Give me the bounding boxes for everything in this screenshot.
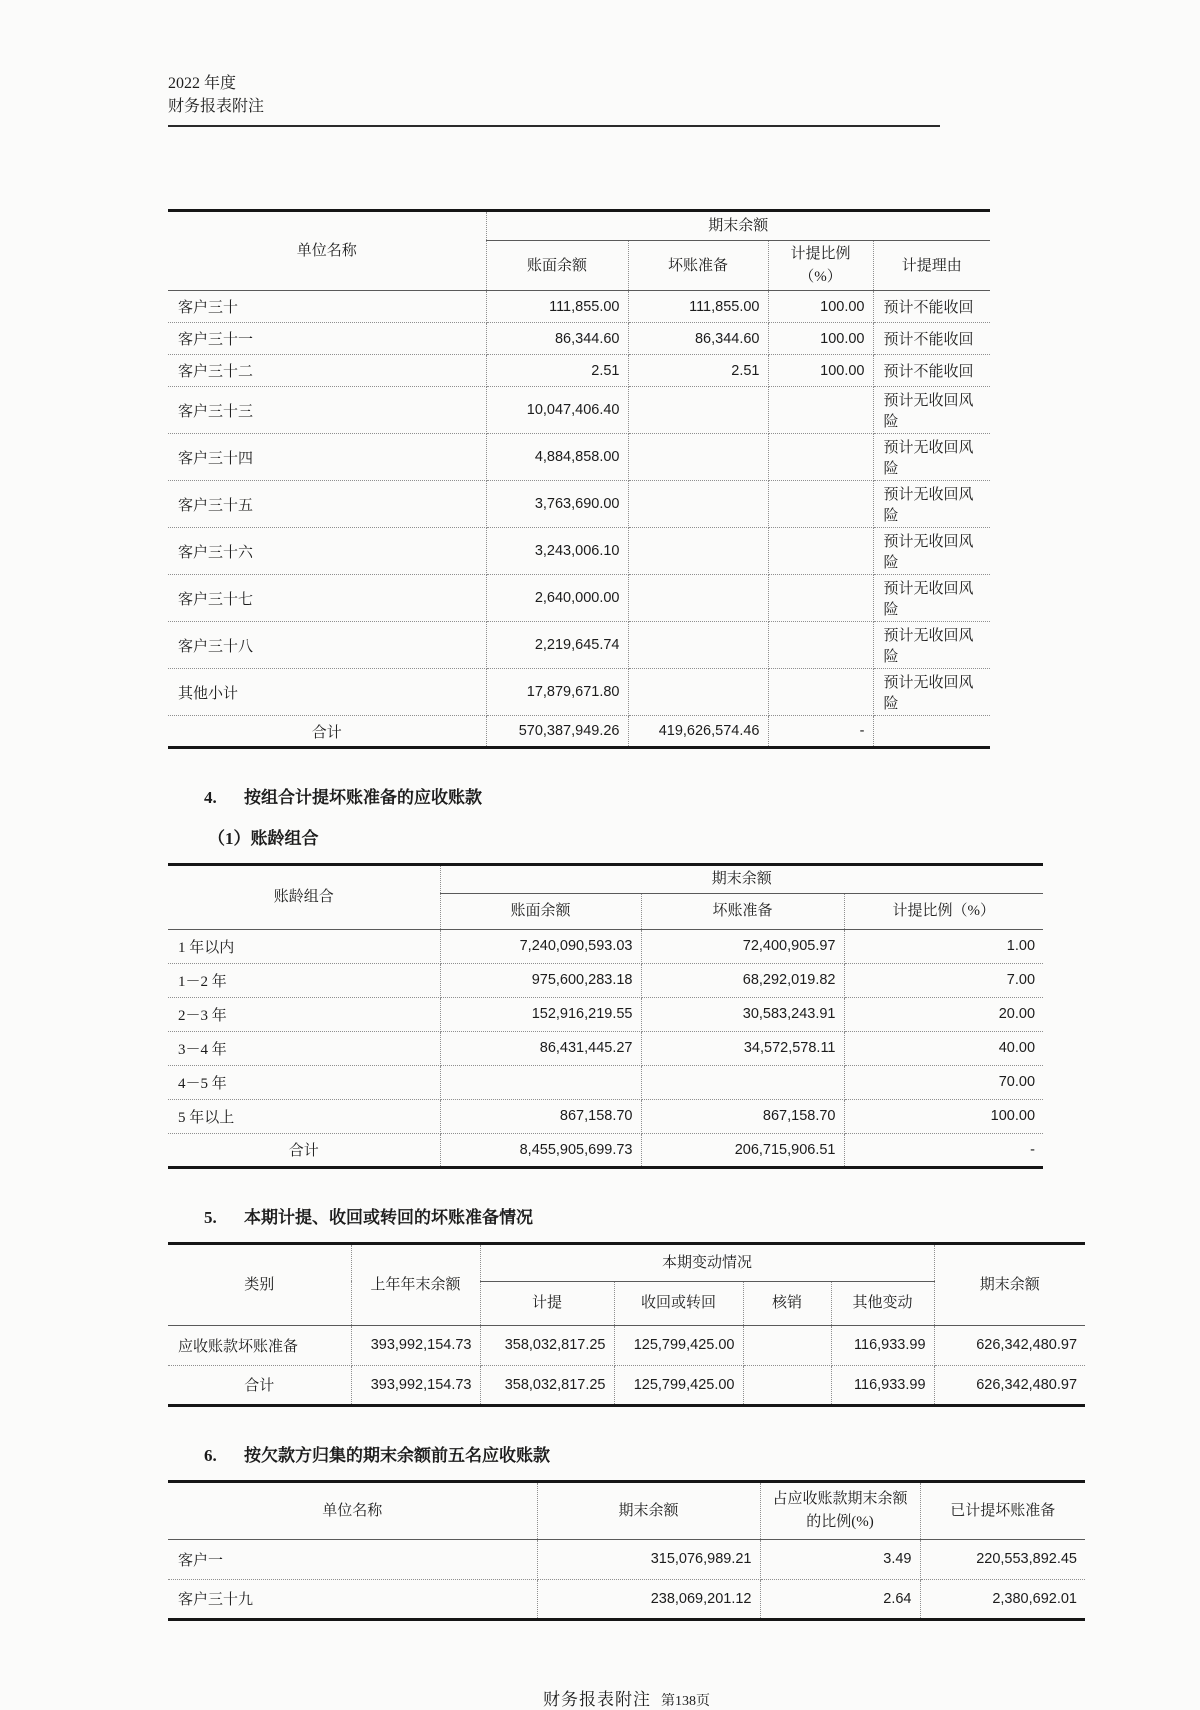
table-cell: 客户三十八 [168,622,486,669]
table-row [168,1539,1085,1579]
table-cell: 8,455,905,699.73 [440,1133,641,1167]
table-row [168,575,990,622]
top-five-receivables-table [168,1480,1085,1621]
table-cell [641,1065,844,1099]
table-cell [768,528,873,575]
table-cell: 70.00 [844,1065,1043,1099]
table-cell: 客户三十三 [168,387,486,434]
column-header-period-balance: 期末余额 [440,865,1043,894]
column-header-prior-year-balance: 上年年末余额 [351,1243,480,1325]
table-row [168,387,990,434]
table-cell: - [768,716,873,748]
table-cell: 34,572,578.11 [641,1031,844,1065]
column-header-book-balance: 账面余额 [486,241,628,291]
table-body [168,1325,1085,1405]
table-row [168,1325,1085,1365]
table-cell: 206,715,906.51 [641,1133,844,1167]
table-cell: 2.51 [486,355,628,387]
column-header-provision-made: 已计提坏账准备 [920,1481,1085,1539]
table-cell: 570,387,949.26 [486,716,628,748]
table-cell: 客户三十六 [168,528,486,575]
table-cell: 125,799,425.00 [614,1365,743,1405]
column-header-provision: 计提 [480,1281,614,1325]
column-header-recovered: 收回或转回 [614,1281,743,1325]
table-cell: 预计无收回风险 [873,481,990,528]
table-cell [628,575,768,622]
table-cell: 合计 [168,1365,351,1405]
table-cell: 125,799,425.00 [614,1325,743,1365]
table-header [168,1243,1085,1325]
column-header-bad-debt-provision: 坏账准备 [641,893,844,929]
table-cell: 5 年以上 [168,1099,440,1133]
column-header-ratio: 占应收账款期末余额的比例(%) [760,1481,920,1539]
column-header-book-balance: 账面余额 [440,893,641,929]
table-cell: 预计无收回风险 [873,434,990,481]
table-cell: 客户三十 [168,291,486,323]
table-row [168,997,1043,1031]
table-row [168,355,990,387]
table-body [168,291,990,748]
table-row [168,323,990,355]
table-row [168,716,990,748]
section-number: 5. [204,1207,217,1227]
column-header-provision-reason: 计提理由 [873,241,990,291]
table-cell: 116,933.99 [831,1365,934,1405]
table-cell: 应收账款坏账准备 [168,1325,351,1365]
table-cell: 358,032,817.25 [480,1325,614,1365]
table-header [168,211,990,291]
section-4-subheading: （1）账龄组合 [208,829,319,849]
table-cell [743,1365,831,1405]
table-cell [743,1325,831,1365]
table-cell: 1－2 年 [168,963,440,997]
column-header-period-balance: 期末余额 [537,1481,760,1539]
table-cell: 626,342,480.97 [934,1365,1085,1405]
table-cell: 116,933.99 [831,1325,934,1365]
table-cell: 867,158.70 [440,1099,641,1133]
table-cell: 客户三十七 [168,575,486,622]
section-number: 4. [204,788,217,808]
table-cell: 4,884,858.00 [486,434,628,481]
table-cell: 其他小计 [168,669,486,716]
section-title: 本期计提、收回或转回的坏账准备情况 [244,1207,533,1227]
table-cell: 626,342,480.97 [934,1325,1085,1365]
table-cell: 客户三十五 [168,481,486,528]
table-cell: 1.00 [844,929,1043,963]
table-cell: 2.51 [628,355,768,387]
table-cell: 100.00 [844,1099,1043,1133]
table-cell: 975,600,283.18 [440,963,641,997]
table-cell: 238,069,201.12 [537,1579,760,1619]
column-header-written-off: 核销 [743,1281,831,1325]
table-cell: 220,553,892.45 [920,1539,1085,1579]
column-header-current-changes: 本期变动情况 [480,1243,934,1281]
table-cell [628,669,768,716]
column-header-other-changes: 其他变动 [831,1281,934,1325]
table-cell [873,716,990,748]
table-cell: 预计不能收回 [873,291,990,323]
table-cell: 合计 [168,716,486,748]
page-footer [168,1685,1085,1710]
table-cell: 预计不能收回 [873,355,990,387]
table-row [168,1099,1043,1133]
column-header-provision-ratio: 计提比例（%） [844,893,1043,929]
table-header [168,1481,1085,1539]
page-header [168,72,1200,127]
section-4-heading [204,783,1200,808]
section-6-heading [204,1441,1200,1466]
footer-page-number: 第138页 [661,1693,710,1709]
section-title: 按组合计提坏账准备的应收账款 [244,788,482,808]
table-header [168,865,1043,930]
table-body [168,929,1043,1167]
table-cell: 2,640,000.00 [486,575,628,622]
section-title: 按欠款方归集的期末余额前五名应收账款 [244,1445,550,1465]
table-cell: 68,292,019.82 [641,963,844,997]
table-row [168,669,990,716]
table-row [168,929,1043,963]
table-cell: 3,243,006.10 [486,528,628,575]
table-cell: 2,219,645.74 [486,622,628,669]
table-cell: 20.00 [844,997,1043,1031]
table-row [168,528,990,575]
table-cell: 客户三十一 [168,323,486,355]
table-cell: 预计无收回风险 [873,575,990,622]
table-cell: 100.00 [768,323,873,355]
column-header-period-balance: 期末余额 [486,211,990,241]
table-cell: 合计 [168,1133,440,1167]
table-row [168,1579,1085,1619]
table-cell: 2.64 [760,1579,920,1619]
table-cell: 预计无收回风险 [873,622,990,669]
table-cell: 4－5 年 [168,1065,440,1099]
table-cell: 客户一 [168,1539,537,1579]
column-header-unit: 单位名称 [168,1481,537,1539]
table-cell: 3,763,690.00 [486,481,628,528]
footer-title: 财务报表附注 [543,1689,651,1709]
table-cell [628,434,768,481]
table-row [168,481,990,528]
table-row [168,1133,1043,1167]
table-row [168,1065,1043,1099]
table-cell: 2,380,692.01 [920,1579,1085,1619]
table-cell: 315,076,989.21 [537,1539,760,1579]
table-cell [768,387,873,434]
table-row [168,1031,1043,1065]
table-row [168,963,1043,997]
table-row [168,291,990,323]
table-cell [628,387,768,434]
table-cell: 7.00 [844,963,1043,997]
report-year: 2022 年度 [168,75,237,92]
table-cell: - [844,1133,1043,1167]
table-cell: 预计无收回风险 [873,387,990,434]
table-cell [440,1065,641,1099]
column-header-unit: 单位名称 [168,211,486,291]
section-number: 6. [204,1445,217,1465]
section-5-heading [204,1203,1200,1228]
report-title: 财务报表附注 [168,98,265,116]
table-cell: 3－4 年 [168,1031,440,1065]
table-cell: 100.00 [768,355,873,387]
provision-by-item-table [168,209,990,749]
header-rule [168,125,940,127]
provision-changes-table [168,1242,1085,1407]
table-cell: 867,158.70 [641,1099,844,1133]
table-cell: 111,855.00 [628,291,768,323]
table-cell: 72,400,905.97 [641,929,844,963]
table-cell: 客户三十九 [168,1579,537,1619]
table-cell: 86,431,445.27 [440,1031,641,1065]
table-cell [768,575,873,622]
column-header-provision-ratio: 计提比例（%） [768,241,873,291]
table-cell: 3.49 [760,1539,920,1579]
table-cell: 17,879,671.80 [486,669,628,716]
table-cell: 1 年以内 [168,929,440,963]
table-cell: 419,626,574.46 [628,716,768,748]
column-header-bad-debt-provision: 坏账准备 [628,241,768,291]
table-cell: 30,583,243.91 [641,997,844,1031]
table-cell [628,528,768,575]
table-cell: 预计无收回风险 [873,669,990,716]
table-cell [768,434,873,481]
table-cell: 预计不能收回 [873,323,990,355]
table-row [168,434,990,481]
table-row [168,622,990,669]
table-cell: 393,992,154.73 [351,1365,480,1405]
column-header-category: 类别 [168,1243,351,1325]
column-header-period-end-balance: 期末余额 [934,1243,1085,1325]
table-cell [628,481,768,528]
table-cell: 111,855.00 [486,291,628,323]
table-cell [768,622,873,669]
table-cell: 358,032,817.25 [480,1365,614,1405]
table-body [168,1539,1085,1619]
table-cell: 2－3 年 [168,997,440,1031]
table-cell: 86,344.60 [486,323,628,355]
table-cell: 152,916,219.55 [440,997,641,1031]
column-header-aging: 账龄组合 [168,865,440,930]
table-cell [768,669,873,716]
table-cell [768,481,873,528]
table-cell: 100.00 [768,291,873,323]
table-cell: 10,047,406.40 [486,387,628,434]
table-row [168,1365,1085,1405]
table-cell: 393,992,154.73 [351,1325,480,1365]
table-cell [628,622,768,669]
table-cell: 预计无收回风险 [873,528,990,575]
table-cell: 40.00 [844,1031,1043,1065]
table-cell: 客户三十四 [168,434,486,481]
aging-portfolio-table [168,863,1043,1169]
table-cell: 客户三十二 [168,355,486,387]
table-cell: 86,344.60 [628,323,768,355]
table-cell: 7,240,090,593.03 [440,929,641,963]
